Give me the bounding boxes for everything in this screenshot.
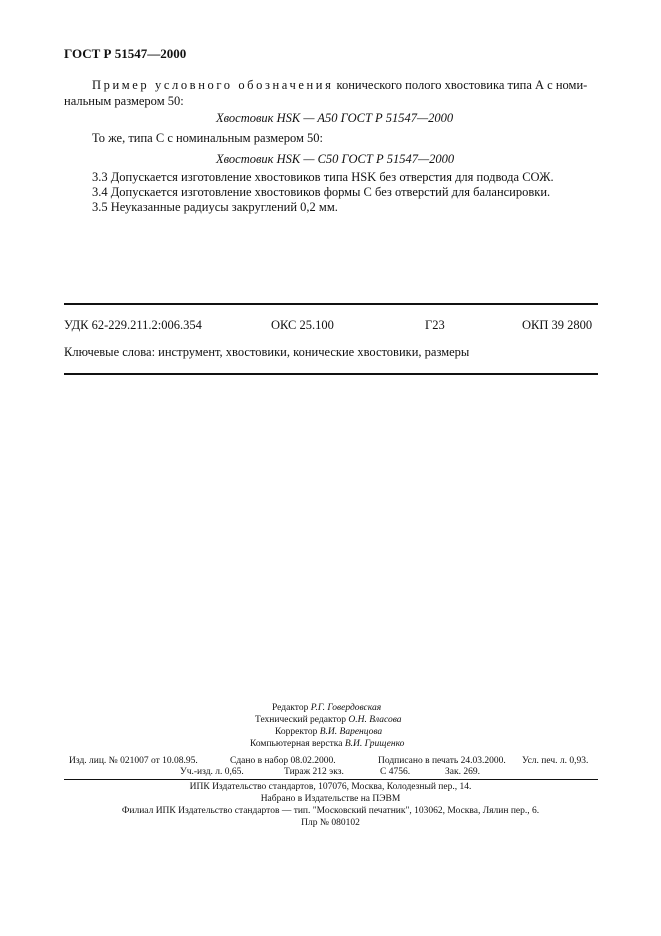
imprint-typeset: Набрано в Издательстве на ПЭВМ xyxy=(260,794,401,804)
paragraph-example-line2: нальным размером 50: xyxy=(64,94,184,108)
designation-example-a: Хвостовик HSK — A50 ГОСТ Р 51547—2000 xyxy=(216,111,454,125)
keywords-line: Ключевые слова: инструмент, хвостовики, конические хвостовики, размеры xyxy=(64,345,470,359)
paragraph-example-line1 xyxy=(92,78,587,93)
group-code: Г23 xyxy=(425,318,445,332)
okp-code: ОКП 39 2800 xyxy=(522,318,593,332)
imprint-run: Тираж 212 экз. xyxy=(284,767,344,777)
imprint-order: Зак. 269. xyxy=(445,767,480,777)
clause-3-3: 3.3 Допускается изготовление хвостовиков типа HSK без отверстия для подвода СОЖ. xyxy=(92,170,554,184)
udk-code: УДК 62-229.211.2:006.354 xyxy=(64,318,202,332)
clause-3-4: 3.4 Допускается изготовление хвостовиков формы С без отверстий для балансировки. xyxy=(92,185,551,199)
imprint-rule xyxy=(64,779,598,780)
imprint-publisher: ИПК Издательство стандартов, 107076, Москва, Колодезный пер., 14. xyxy=(189,782,472,792)
top-rule xyxy=(64,303,598,305)
imprint-order-c: С 4756. xyxy=(380,767,411,777)
imprint-signed: Подписано в печать 24.03.2000. xyxy=(378,756,506,766)
imprint-branch: Филиал ИПК Издательство стандартов — тип. "Московский печатник", 103062, Москва, Лялин пер., 6. xyxy=(121,806,540,816)
clause-3-5: 3.5 Неуказанные радиусы закруглений 0,2 мм. xyxy=(92,200,338,214)
oks-code: ОКС 25.100 xyxy=(271,318,334,332)
imprint-corrector: Корректор В.И. Варенцова xyxy=(275,727,383,737)
paragraph-same-type-c: То же, типа С с номинальным размером 50: xyxy=(92,131,323,145)
imprint-layout: Компьютерная верстка В.И. Грищенко xyxy=(250,739,405,749)
imprint-editor: Редактор Р.Г. Говердовская xyxy=(272,703,382,713)
document-header: ГОСТ Р 51547—2000 xyxy=(64,46,187,61)
spaced-term: Пример условного обозначения xyxy=(92,78,334,92)
imprint-plr: Плр № 080102 xyxy=(301,818,360,828)
bottom-rule xyxy=(64,373,598,375)
imprint-print-sheets: Усл. печ. л. 0,93. xyxy=(522,756,589,766)
imprint-license: Изд. лиц. № 021007 от 10.08.95. xyxy=(69,756,198,766)
designation-example-c: Хвостовик HSK — C50 ГОСТ Р 51547—2000 xyxy=(216,152,455,166)
imprint-submitted: Сдано в набор 08.02.2000. xyxy=(230,756,336,766)
imprint-tech-editor: Технический редактор О.Н. Власова xyxy=(255,715,402,725)
imprint-pub-sheets: Уч.-изд. л. 0,65. xyxy=(180,767,244,777)
paragraph-text: конического полого хвостовика типа А с номи- xyxy=(333,78,588,92)
